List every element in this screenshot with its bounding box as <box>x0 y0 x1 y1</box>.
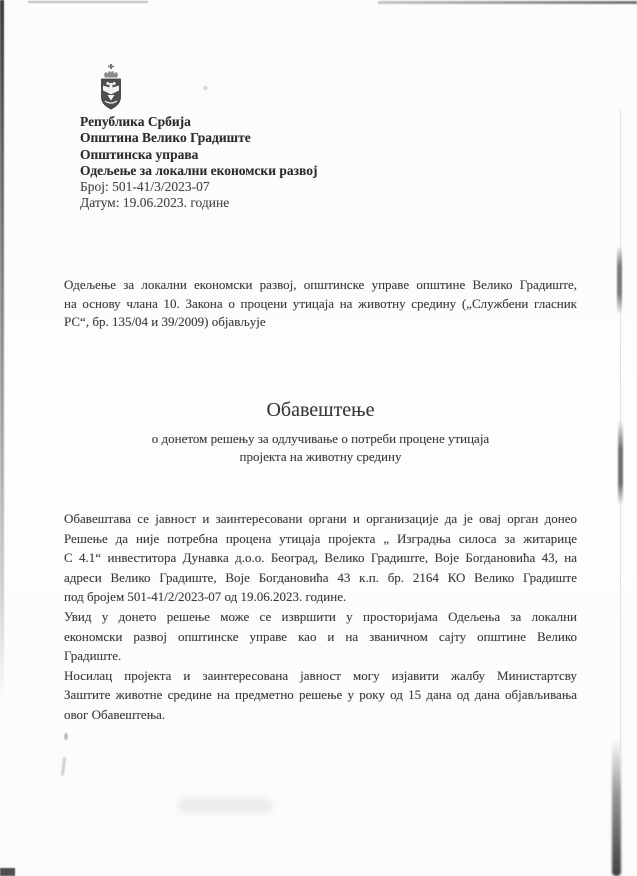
text-line: Општина Велико Градиште <box>80 130 251 146</box>
text-line: на основу члана 10. Закона о процени утицаја на животну средину („Службени гласник <box>64 295 577 311</box>
text-line: РС“, бр. 135/04 и 39/2009) објављује <box>64 314 266 330</box>
text-line: Одељење за локални економски развој, општинске управе општине Велико Градиште, <box>64 277 577 292</box>
scan-edge-top-artifact <box>28 1 148 3</box>
scan-edge-top-artifact <box>378 1 637 4</box>
scan-streak-artifact <box>617 246 622 314</box>
intro-paragraph <box>64 276 577 332</box>
body-paragraph-appeal <box>64 666 577 725</box>
text-line: економски развој општинске управе као и на званичном сајту општине Велико <box>64 628 577 644</box>
scan-smudge-artifact <box>178 798 273 813</box>
letterhead <box>80 114 317 212</box>
text-line: Општинска управа <box>80 146 199 162</box>
scan-corner-artifact <box>0 868 15 876</box>
notice-title: Обавештење <box>266 399 375 421</box>
body-paragraph-decision <box>64 509 577 607</box>
scan-speck-artifact <box>203 86 208 90</box>
coat-of-arms-serbia-icon <box>94 64 128 112</box>
text-line: о донетом решењу за одлучивање о потреби процене утицаја <box>151 431 490 446</box>
letterhead-org-lines <box>80 114 317 179</box>
text-line: Увид у донето решење може се извршити у просторијама Одељења за локални <box>64 608 577 624</box>
text-line: Обавештава се јавност и заинтересовани органи и организације да је овај орган донео <box>64 511 577 526</box>
document-date: Датум: 19.06.2023. године <box>80 195 230 211</box>
scan-streak-artifact <box>612 740 621 876</box>
text-line: С 4.1“ инвеститора Дунавка д.о.о. Београд, Велико Градиште, Воје Богдановића 43, на <box>64 550 577 566</box>
text-line: Заштите животне средине на предметно решење у року од 15 дана од дана објављивања <box>64 687 577 703</box>
scan-speck-artifact <box>61 757 66 776</box>
notice-body <box>64 509 577 725</box>
scan-edge-left-artifact <box>0 0 4 700</box>
body-paragraph-inspection <box>64 607 577 666</box>
text-line: пројекта на животну средину <box>239 449 402 465</box>
document-number: Број: 501-41/3/2023-07 <box>80 179 210 195</box>
text-line: Носилац пројекта и заинтересована јавност могу изјавити жалбу Министартсву <box>64 667 577 683</box>
text-line: овог Обавештења. <box>64 706 166 722</box>
text-line: Градиште. <box>64 648 122 664</box>
scan-streak-artifact <box>618 420 623 505</box>
text-line: адреси Велико Градиште, Воје Богдановића 43 к.п. бр. 2164 КО Велико Градиште <box>64 569 577 585</box>
text-line: Решење да није потребна процена утицаја пројекта „ Изградња силоса за житарице <box>64 530 577 546</box>
text-line: под бројем 501-41/2/2023-07 од 19.06.2023. године. <box>64 589 347 605</box>
scan-speck-artifact <box>64 733 68 740</box>
text-line: Одељење за локални економски развој <box>80 162 318 178</box>
notice-subtitle <box>64 430 577 466</box>
text-line: Република Србија <box>80 114 191 129</box>
